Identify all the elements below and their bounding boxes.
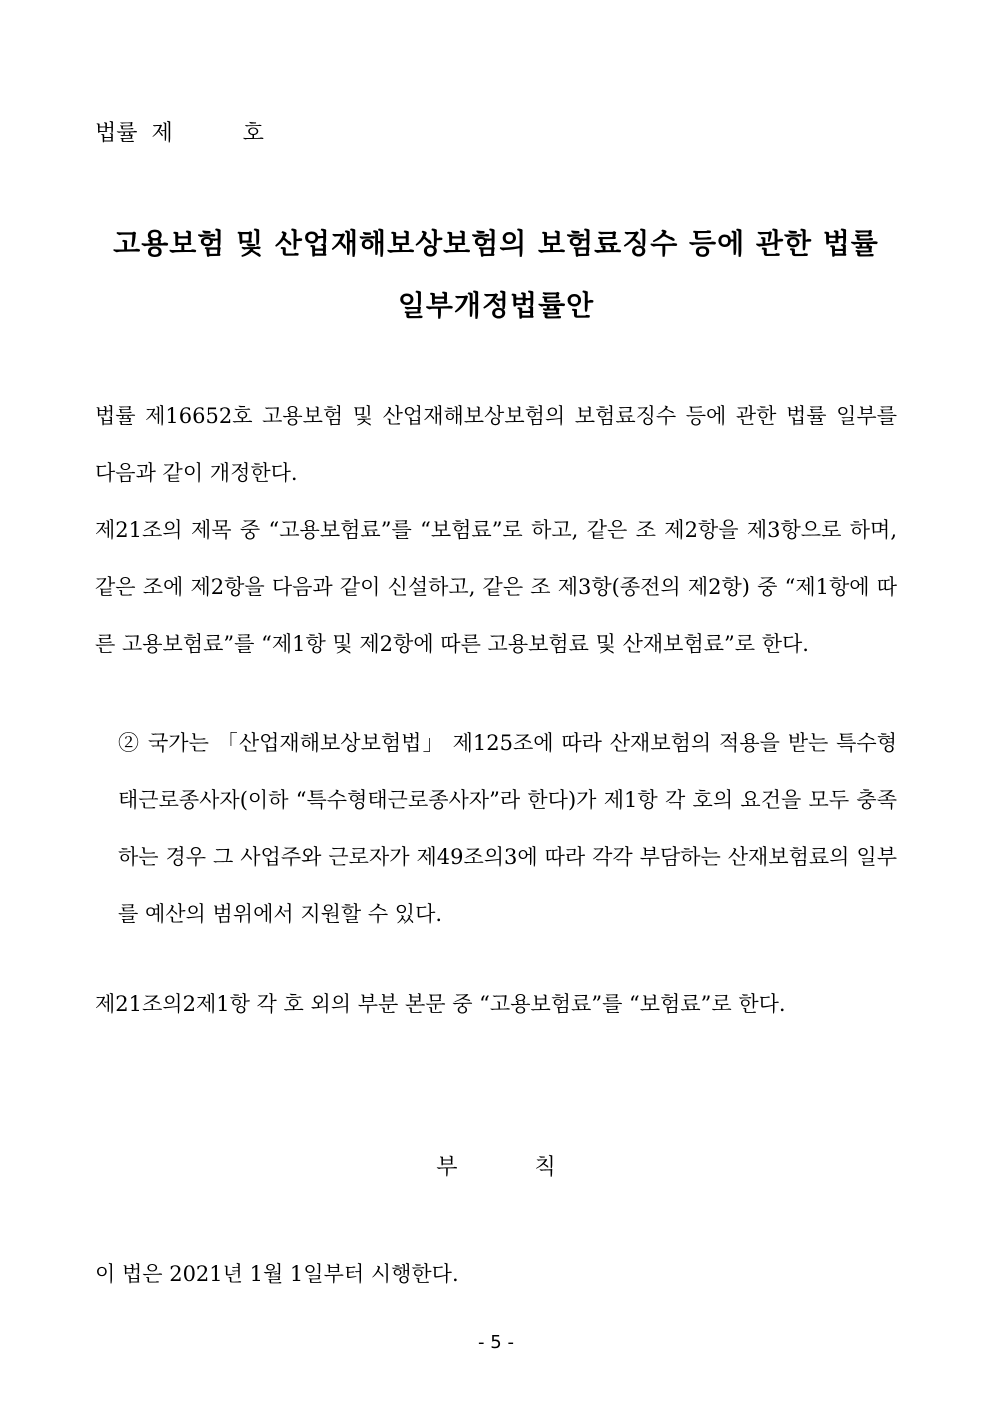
bill-title-line-1: 고용보험 및 산업재해보상보험의 보험료징수 등에 관한 법률 xyxy=(113,227,879,260)
amendment-article-21-paragraph: 제21조의 제목 중 “고용보험료”를 “보험료”로 하고, 같은 조 제2항을 제3항으로 하며, 같은 조에 제2항을 다음과 같이 신설하고, 같은 조 제3항(종전의 제2항) 중 “제1항에 따른 고용보험료”를 “제1항 및 제2항에 따른 고용보험료 및 산재보험료”로 한다. xyxy=(95,518,897,656)
law-number-line: 법률 제 호 xyxy=(95,121,264,146)
supplementary-provisions-heading: 부 칙 xyxy=(436,1155,556,1180)
bill-title-line-2: 일부개정법률안 xyxy=(397,289,595,322)
new-clause-2-paragraph: ② 국가는 「산업재해보상보험법」 제125조에 따라 산재보험의 적용을 받는 특수형태근로종사자(이하 “특수형태근로종사자”라 한다)가 제1항 각 호의 요건을 모두 충족하는 경우 그 사업주와 근로자가 제49조의3에 따라 각각 부담하는 산재보험료의 일부를 예산의 범위에서 지원할 수 있다. xyxy=(118,731,897,926)
intro-paragraph: 법률 제16652호 고용보험 및 산업재해보상보험의 보험료징수 등에 관한 법률 일부를 다음과 같이 개정한다. xyxy=(95,404,897,485)
page-number: - 5 - xyxy=(478,1332,514,1353)
amendment-body xyxy=(95,388,897,673)
amendment-article-21-2-paragraph: 제21조의2제1항 각 호 외의 부분 본문 중 “고용보험료”를 “보험료”로 한다. xyxy=(95,992,786,1016)
effective-date-paragraph: 이 법은 2021년 1월 1일부터 시행한다. xyxy=(95,1262,459,1286)
